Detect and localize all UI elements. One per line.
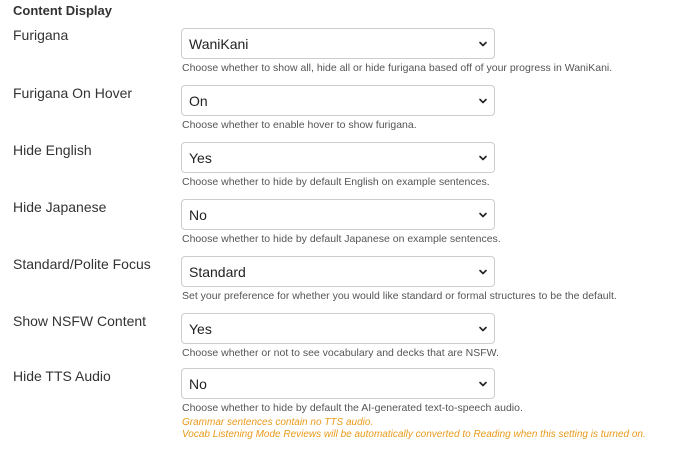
chevron-down-icon [478,267,488,277]
furigana-select[interactable] [181,28,495,59]
hide-english-help: Choose whether to hide by default English on example sentences. [182,176,490,188]
furigana-label: Furigana [13,27,69,43]
furigana-help: Choose whether to show all, hide all or hide furigana based off of your progress in WaniKani. [182,62,613,74]
hide-japanese-select[interactable] [181,199,495,230]
hide-tts-audio-help: Choose whether to hide by default the AI-generated text-to-speech audio. [182,402,523,414]
furigana-select-value: WaniKani [189,36,249,52]
hide-tts-audio-select[interactable] [181,368,495,399]
hide-english-label: Hide English [13,142,92,158]
furigana-hover-select-value: On [189,93,208,109]
hide-japanese-label: Hide Japanese [13,199,107,215]
show-nsfw-select-value: Yes [189,321,212,337]
standard-polite-focus-label: Standard/Polite Focus [13,256,151,272]
hide-japanese-help: Choose whether to hide by default Japanese on example sentences. [182,233,501,245]
hide-tts-audio-label: Hide TTS Audio [13,368,111,384]
hide-japanese-select-value: No [189,207,207,223]
chevron-down-icon [478,96,488,106]
chevron-down-icon [478,324,488,334]
hide-tts-audio-select-value: No [189,376,207,392]
chevron-down-icon [478,379,488,389]
tts-warning-grammar: Grammar sentences contain no TTS audio. [182,417,374,428]
hide-english-select-value: Yes [189,150,212,166]
chevron-down-icon [478,153,488,163]
hide-english-select[interactable] [181,142,495,173]
chevron-down-icon [478,39,488,49]
standard-polite-focus-select[interactable] [181,256,495,287]
furigana-hover-label: Furigana On Hover [13,85,133,101]
standard-polite-focus-help: Set your preference for whether you would like standard or formal structures to be the default. [182,290,617,302]
show-nsfw-select[interactable] [181,313,495,344]
show-nsfw-label: Show NSFW Content [13,313,147,329]
chevron-down-icon [478,210,488,220]
show-nsfw-help: Choose whether or not to see vocabulary and decks that are NSFW. [182,347,499,359]
furigana-hover-select[interactable] [181,85,495,116]
standard-polite-focus-select-value: Standard [189,264,246,280]
section-title: Content Display [13,3,112,18]
tts-warning-vocab-listening: Vocab Listening Mode Reviews will be automatically converted to Reading when this setting is turned on. [182,429,646,440]
furigana-hover-help: Choose whether to enable hover to show furigana. [182,119,417,131]
